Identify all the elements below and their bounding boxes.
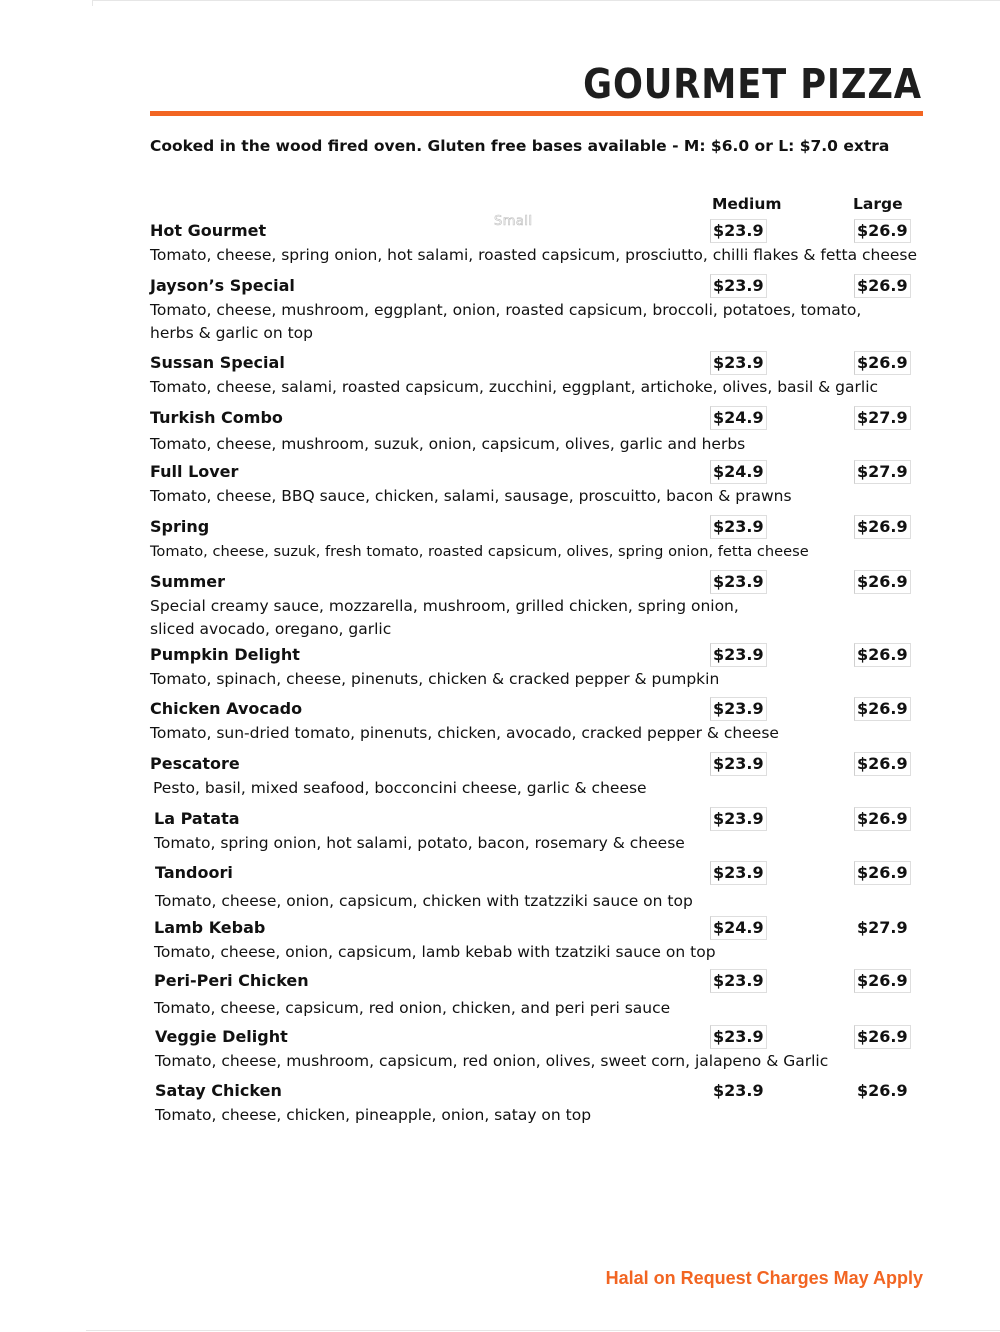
price-medium: $23.9 — [710, 274, 767, 298]
item-name: Pescatore — [150, 754, 240, 773]
menu-item — [0, 918, 1000, 961]
menu-item — [0, 276, 1000, 342]
price-medium: $23.9 — [710, 1025, 767, 1049]
item-description: Tomato, cheese, mushroom, eggplant, onion, roasted capsicum, broccoli, potatoes, tomato, herbs & garlic on top — [150, 301, 862, 342]
price-large: $26.9 — [854, 752, 911, 776]
item-name: Pumpkin Delight — [150, 645, 300, 664]
price-medium: $24.9 — [710, 460, 767, 484]
item-name: Hot Gourmet — [150, 221, 267, 240]
price-large: $27.9 — [854, 460, 911, 484]
item-name: Turkish Combo — [150, 408, 283, 427]
item-description: Tomato, cheese, BBQ sauce, chicken, salami, sausage, proscuitto, bacon & prawns — [150, 487, 792, 505]
item-description: Tomato, cheese, capsicum, red onion, chicken, and peri peri sauce — [154, 999, 671, 1017]
item-description: Tomato, cheese, onion, capsicum, lamb kebab with tzatziki sauce on top — [154, 943, 716, 961]
page-edge-left — [92, 0, 93, 6]
item-name: La Patata — [154, 809, 240, 828]
price-large: $26.9 — [854, 570, 911, 594]
item-description: Tomato, cheese, salami, roasted capsicum, zucchini, eggplant, artichoke, olives, basil & garlic — [150, 378, 879, 396]
menu-item — [0, 971, 1000, 1017]
price-large: $27.9 — [854, 406, 911, 430]
item-description: Tomato, spring onion, hot salami, potato, bacon, rosemary & cheese — [154, 834, 685, 852]
menu-item — [0, 517, 1000, 560]
item-name: Sussan Special — [150, 353, 285, 372]
column-header-medium: Medium — [712, 195, 782, 213]
page-edge-bottom — [86, 1330, 1000, 1331]
price-large: $26.9 — [854, 515, 911, 539]
item-name: Full Lover — [150, 462, 239, 481]
page-edge-top — [92, 0, 1000, 1]
price-medium: $23.9 — [710, 643, 767, 667]
price-large: $27.9 — [857, 918, 908, 937]
item-name: Veggie Delight — [155, 1027, 288, 1046]
item-name: Jayson’s Special — [150, 276, 295, 295]
price-large: $26.9 — [854, 351, 911, 375]
menu-item — [0, 572, 1000, 638]
menu-item — [0, 1081, 1000, 1124]
faint-small-label: Small — [494, 214, 533, 229]
item-name: Chicken Avocado — [150, 699, 303, 718]
item-description: Tomato, sun-dried tomato, pinenuts, chicken, avocado, cracked pepper & cheese — [150, 724, 779, 742]
price-medium: $23.9 — [710, 351, 767, 375]
menu-item — [0, 863, 1000, 910]
price-large: $26.9 — [857, 1081, 908, 1100]
price-large: $26.9 — [854, 274, 911, 298]
item-description: Tomato, cheese, mushroom, suzuk, onion, capsicum, olives, garlic and herbs — [150, 435, 746, 453]
item-description: Special creamy sauce, mozzarella, mushroom, grilled chicken, spring onion, sliced avocado, oregano, garlic — [150, 597, 739, 638]
menu-item — [0, 754, 1000, 797]
item-name: Satay Chicken — [155, 1081, 282, 1100]
menu-subtitle: Cooked in the wood fired oven. Gluten free bases available - M: $6.0 or L: $7.0 extra — [150, 137, 890, 155]
column-header-large: Large — [853, 195, 903, 213]
price-medium: $24.9 — [710, 916, 767, 940]
price-medium: $23.9 — [713, 1081, 764, 1100]
item-name: Tandoori — [155, 863, 233, 882]
item-name: Spring — [150, 517, 210, 536]
price-medium: $23.9 — [710, 219, 767, 243]
menu-item — [0, 645, 1000, 688]
price-large: $26.9 — [854, 861, 911, 885]
price-medium: $23.9 — [710, 861, 767, 885]
item-description: Tomato, cheese, mushroom, capsicum, red onion, olives, sweet corn, jalapeno & Garlic — [155, 1052, 829, 1070]
price-medium: $23.9 — [710, 969, 767, 993]
item-description: Pesto, basil, mixed seafood, bocconcini cheese, garlic & cheese — [153, 779, 647, 797]
price-large: $26.9 — [854, 219, 911, 243]
price-medium: $24.9 — [710, 406, 767, 430]
item-description: Tomato, spinach, cheese, pinenuts, chicken & cracked pepper & pumpkin — [150, 670, 720, 688]
menu-item — [0, 353, 1000, 396]
menu-item — [0, 1027, 1000, 1070]
price-medium: $23.9 — [710, 697, 767, 721]
price-large: $26.9 — [854, 1025, 911, 1049]
price-medium: $23.9 — [710, 752, 767, 776]
item-description: Tomato, cheese, suzuk, fresh tomato, roasted capsicum, olives, spring onion, fetta cheese — [150, 543, 809, 560]
menu-item — [0, 462, 1000, 505]
price-large: $26.9 — [854, 697, 911, 721]
halal-note: Halal on Request Charges May Apply — [605, 1268, 923, 1288]
price-medium: $23.9 — [710, 515, 767, 539]
item-description: Tomato, cheese, spring onion, hot salami, roasted capsicum, prosciutto, chilli flakes & fetta cheese — [150, 246, 918, 264]
price-medium: $23.9 — [710, 570, 767, 594]
title-underline — [150, 111, 923, 116]
menu-item — [0, 408, 1000, 453]
item-name: Peri-Peri Chicken — [154, 971, 309, 990]
item-description: Tomato, cheese, chicken, pineapple, onion, satay on top — [155, 1106, 592, 1124]
price-large: $26.9 — [854, 807, 911, 831]
item-name: Summer — [150, 572, 225, 591]
price-large: $26.9 — [854, 643, 911, 667]
price-medium: $23.9 — [710, 807, 767, 831]
item-description: Tomato, cheese, onion, capsicum, chicken with tzatzziki sauce on top — [155, 892, 693, 910]
menu-item — [0, 699, 1000, 742]
page-title: GOURMET PIZZA — [583, 60, 922, 108]
price-large: $26.9 — [854, 969, 911, 993]
item-name: Lamb Kebab — [154, 918, 266, 937]
menu-item — [0, 809, 1000, 852]
